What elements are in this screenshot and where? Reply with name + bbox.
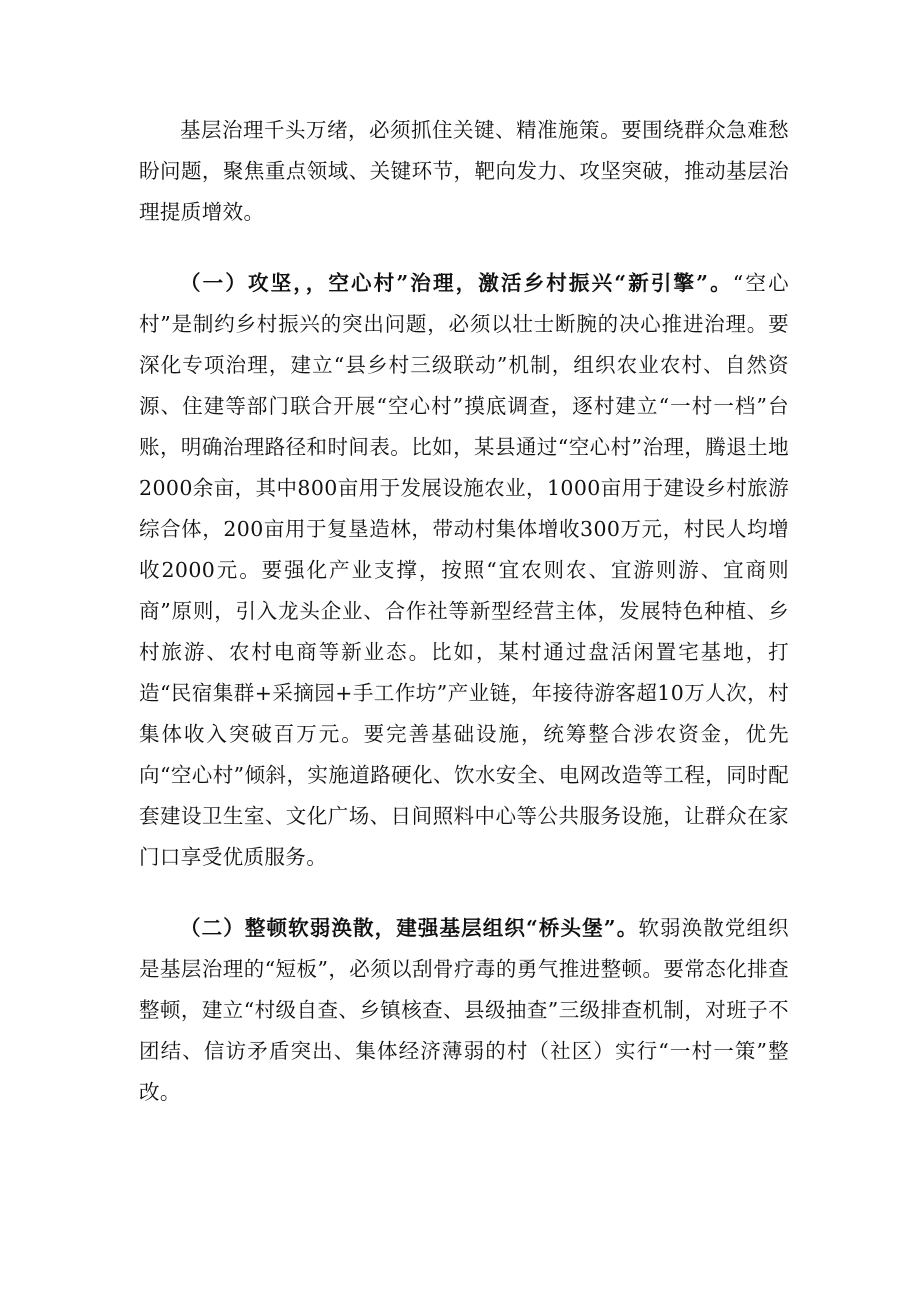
- section-2-body: 软弱涣散党组织是基层治理的“短板”，必须以刮骨疗毒的勇气推进整顿。要常态化排查整顿，建立“村级自查、乡镇核查、县级抽查”三级排查机制，对班子不团结、信访矛盾突出、集体经济薄弱的村（社区）实行“一村一策”整改。: [139, 916, 789, 1104]
- document-page: [139, 110, 789, 1113]
- section-1-body: “空心村”是制约乡村振兴的突出问题，必须以壮士断腕的决心推进治理。要深化专项治理，建立“县乡村三级联动”机制，组织农业农村、自然资源、住建等部门联合开展“空心村”摸底调查，逐村建立“一村一档”台账，明确治理路径和时间表。比如，某县通过“空心村”治理，腾退土地2000余亩，其中800亩用于发展设施农业，1000亩用于建设乡村旅游综合体，200亩用于复垦造林，带动村集体增收300万元，村民人均增收2000元。要强化产业支撑，按照“宜农则农、宜游则游、宜商则商”原则，引入龙头企业、合作社等新型经营主体，发展特色种植、乡村旅游、农村电商等新业态。比如，某村通过盘活闲置宅基地，打造“民宿集群+采摘园+手工作坊”产业链，年接待游客超10万人次，村集体收入突破百万元。要完善基础设施，统筹整合涉农资金，优先向“空心村”倾斜，实施道路硬化、饮水安全、电网改造等工程，同时配套建设卫生室、文化广场、日间照料中心等公共服务设施，让群众在家门口享受优质服务。: [139, 271, 789, 869]
- section-1-paragraph: [139, 263, 789, 878]
- section-2-heading: （二）整顿软弱涣散，建强基层组织“桥头堡”。: [180, 916, 639, 940]
- intro-paragraph: 基层治理千头万绪，必须抓住关键、精准施策。要围绕群众急难愁盼问题，聚焦重点领域、关键环节，靶向发力、攻坚突破，推动基层治理提质增效。: [139, 118, 789, 224]
- section-1-heading: （一）攻坚，，空心村”治理，激活乡村振兴“新引擎”。: [180, 271, 733, 295]
- section-2-paragraph: [139, 908, 789, 1113]
